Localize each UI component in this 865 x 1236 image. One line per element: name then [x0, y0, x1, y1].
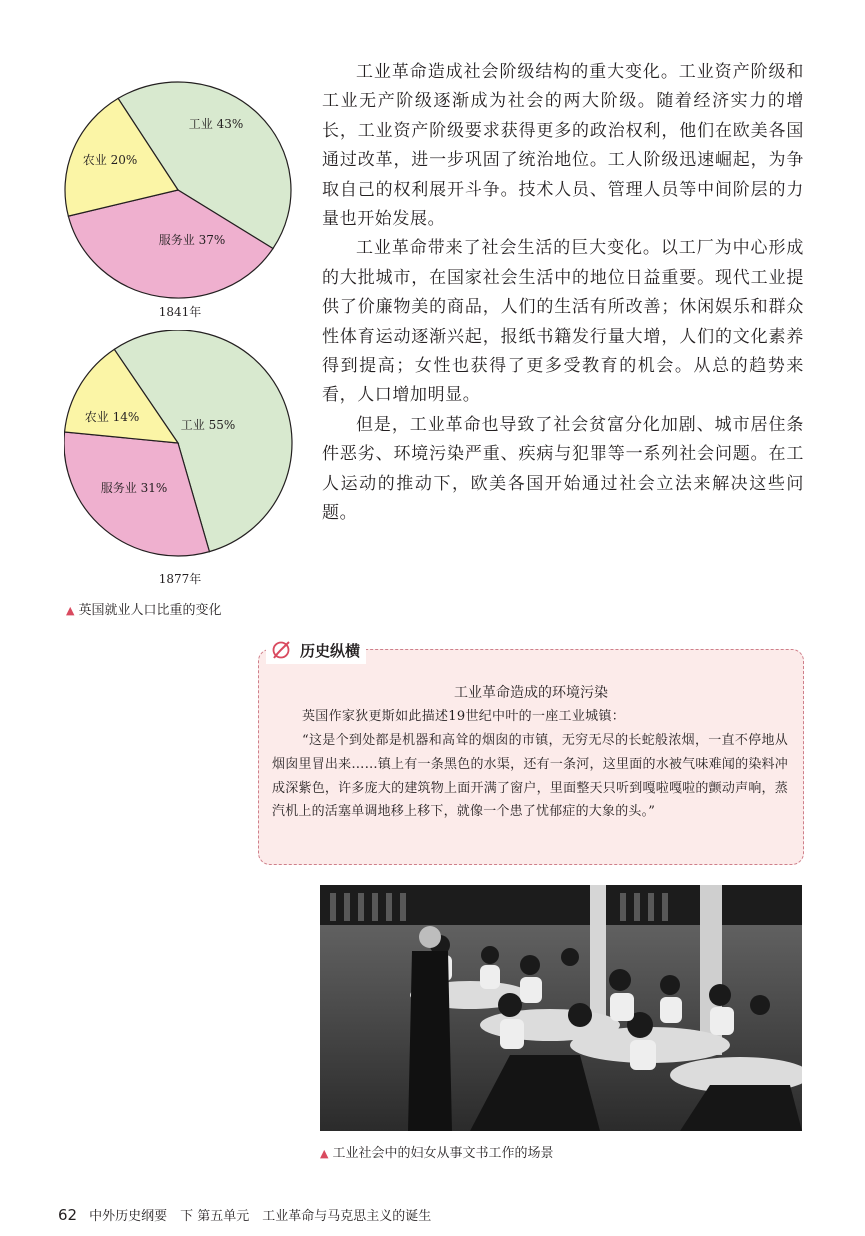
- pie-chart-1841: [64, 80, 296, 302]
- footer-text: 中外历史纲要 下 第五单元 工业革命与马克思主义的诞生: [89, 1209, 432, 1224]
- photo-caption: [320, 1142, 553, 1161]
- body-paragraph-1: 工业革命造成社会阶级结构的重大变化。工业资产阶级和工业无产阶级逐渐成为社会的两大阶级。随着经济实力的增长，工业资产阶级要求获得更多的政治权利，他们在欧美各国通过改革，进一步巩固了统治地位。工人阶级迅速崛起，为争取自己的权利展开斗争。技术人员、管理人员等中间阶层的力量也开始发展。: [322, 62, 804, 230]
- photo-caption-text: 工业社会中的妇女从事文书工作的场景: [332, 1146, 554, 1161]
- sidebar-box-quote: “这是个到处都是机器和高耸的烟囱的市镇，无穷无尽的长蛇般浓烟，一直不停地从烟囱里冒出来……镇上有一条黑色的水渠，还有一条河，这里面的水被气味难闻的染料冲成深紫色，许多庞大的建筑物上面开满了窗户，里面整天只听到嘎啦嘎啦的颤动声响，蒸汽机上的活塞单调地移上移下，就像一个患了忧郁症的大象的头。”: [272, 733, 788, 820]
- sidebar-box-intro: 英国作家狄更斯如此描述19世纪中叶的一座工业城镇：: [302, 709, 626, 724]
- body-text: [322, 58, 804, 529]
- figure-caption-text: 英国就业人口比重的变化: [78, 603, 222, 618]
- pie-label-industry: 工业 43%: [188, 117, 244, 131]
- history-sidebar-tag-label: 历史纵横: [300, 641, 361, 660]
- history-logo-icon: [270, 640, 292, 660]
- sidebar-box-title: 工业革命造成的环境污染: [454, 685, 608, 701]
- photo-illustration: [320, 885, 802, 1131]
- pie-label-agriculture: 农业 14%: [84, 410, 140, 424]
- pie-label-industry: 工业 55%: [180, 418, 236, 432]
- office-women-photo: [320, 885, 802, 1131]
- page-number: 62: [58, 1206, 78, 1224]
- triangle-icon: ▲: [66, 604, 75, 617]
- body-paragraph-3: 但是，工业革命也导致了社会贫富分化加剧、城市居住条件恶劣、环境污染严重、疾病与犯罪等一系列社会问题。在工人运动的推动下，欧美各国开始通过社会立法来解决这些问题。: [322, 414, 804, 524]
- pie-label-agriculture: 农业 20%: [82, 153, 138, 167]
- pie-1841-year-label: 1841年: [158, 305, 202, 319]
- page-footer: [58, 1205, 431, 1224]
- history-sidebar-tag: [266, 636, 366, 664]
- body-paragraph-2: 工业革命带来了社会生活的巨大变化。以工厂为中心形成的大批城市，在国家社会生活中的地位日益重要。现代工业提供了价廉物美的商品，人们的生活有所改善；休闲娱乐和群众性体育运动逐渐兴起，报纸书籍发行量大增，人们的文化素养得到提高；女性也获得了更多受教育的机会。从总的趋势来看，人口增加明显。: [322, 238, 804, 406]
- pie-label-services: 服务业 37%: [158, 233, 226, 247]
- pie-label-services: 服务业 31%: [100, 481, 168, 495]
- pie-chart-1877: [64, 330, 296, 562]
- pie-1877-year-label: 1877年: [158, 572, 202, 586]
- triangle-icon: ▲: [320, 1147, 329, 1160]
- figure-caption: [66, 599, 221, 618]
